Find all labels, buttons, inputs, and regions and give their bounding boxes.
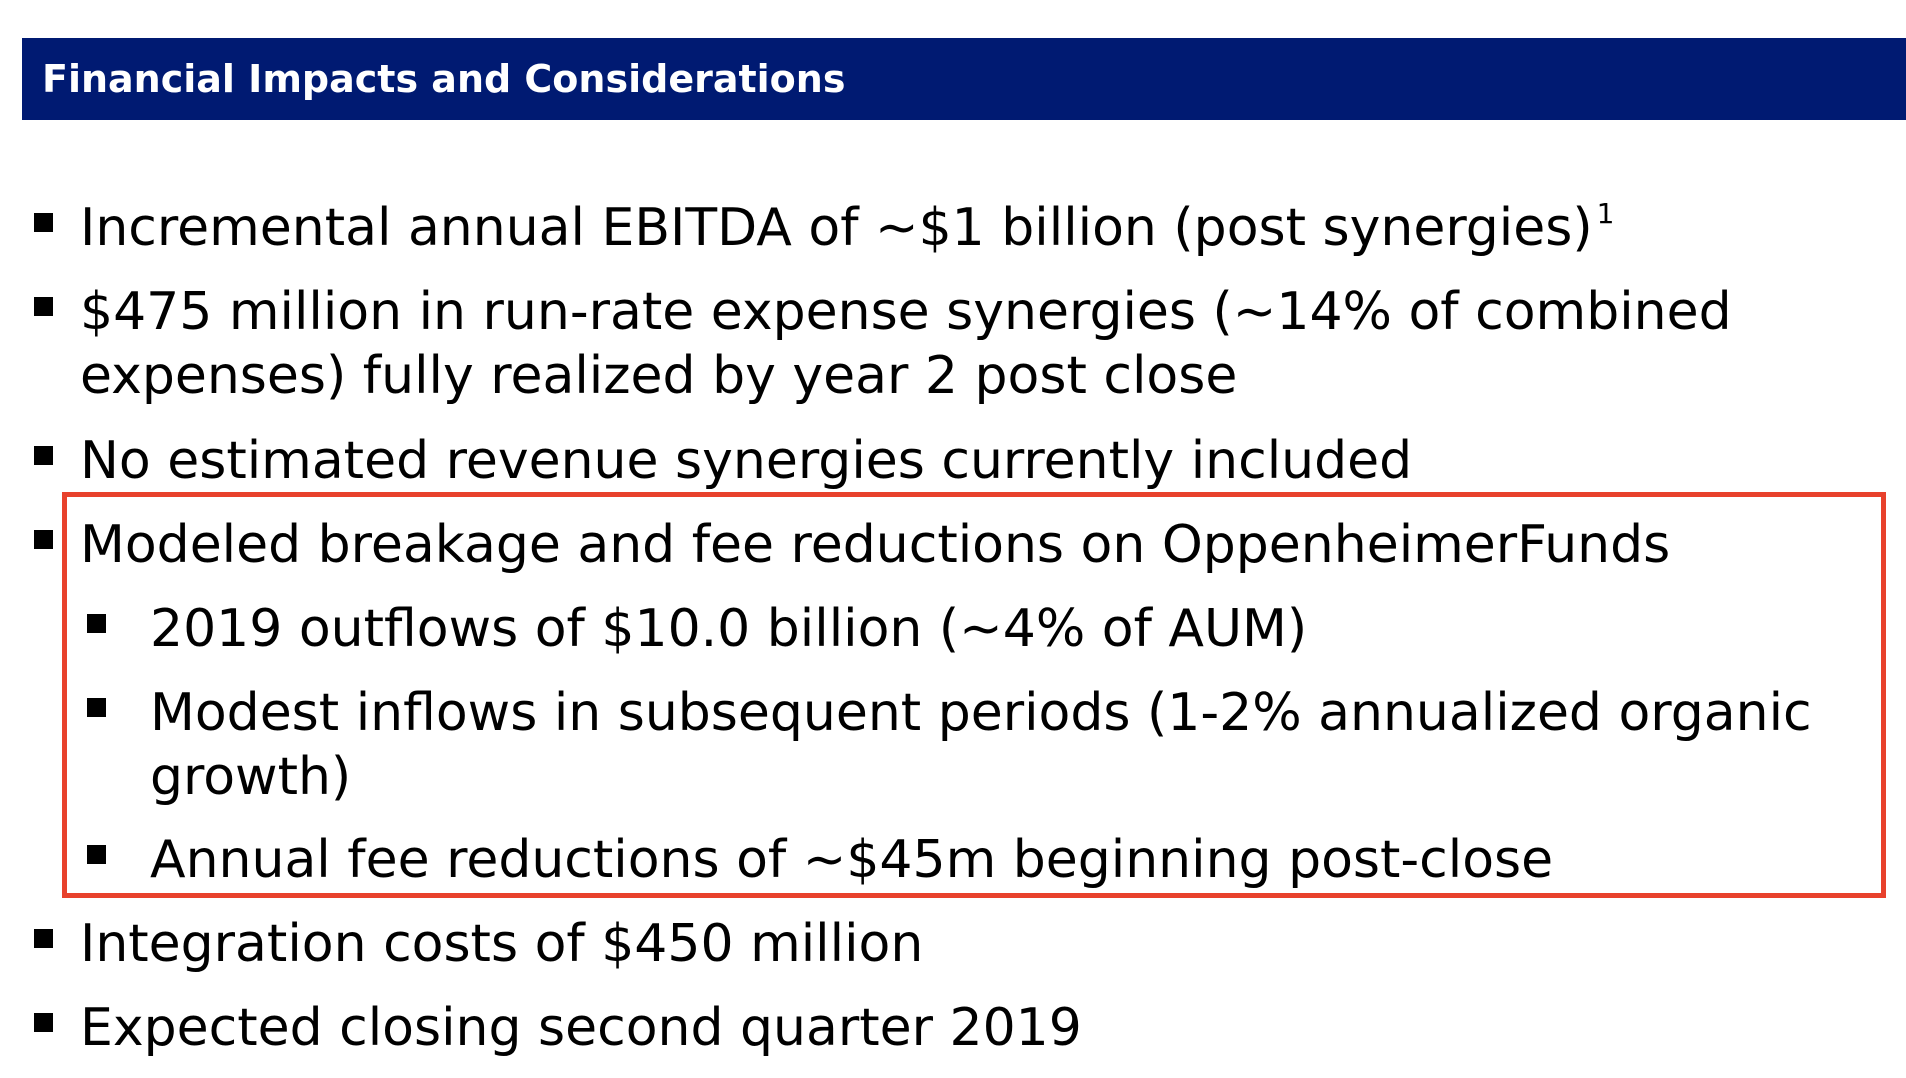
sub-bullet-outflows: 2019 outflows of $10.0 billion (~4% of AUM) xyxy=(150,599,1308,659)
bullet-revenue-synergies: No estimated revenue synergies currently included xyxy=(80,431,1413,491)
sub-bullet-marker xyxy=(87,845,106,864)
bullet-marker xyxy=(34,213,53,232)
sub-bullet-marker xyxy=(87,614,106,633)
bullet-synergies-line2: expenses) fully realized by year 2 post close xyxy=(80,346,1238,406)
section-header-bar xyxy=(22,38,1906,120)
sub-bullet-fee-reductions: Annual fee reductions of ~$45m beginning post-close xyxy=(150,830,1554,890)
bullet-marker xyxy=(34,929,53,948)
bullet-integration-costs: Integration costs of $450 million xyxy=(80,914,924,974)
sub-bullet-inflows-line1: Modest inflows in subsequent periods (1-2% annualized organic xyxy=(150,683,1812,743)
bullet-marker xyxy=(34,530,53,549)
bullet-ebitda xyxy=(80,196,1614,268)
bullet-expected-closing: Expected closing second quarter 2019 xyxy=(80,998,1082,1058)
bullet-modeled-breakage: Modeled breakage and fee reductions on OppenheimerFunds xyxy=(80,515,1671,575)
sub-bullet-marker xyxy=(87,698,106,717)
bullet-ebitda-text: Incremental annual EBITDA of ~$1 billion (post synergies) xyxy=(80,198,1593,258)
footnote-marker: 1 xyxy=(1596,197,1615,230)
bullet-marker xyxy=(34,297,53,316)
sub-bullet-inflows-line2: growth) xyxy=(150,747,352,807)
section-title: Financial Impacts and Considerations xyxy=(42,57,846,101)
bullet-synergies-line1: $475 million in run-rate expense synergies (~14% of combined xyxy=(80,282,1732,342)
bullet-marker xyxy=(34,1013,53,1032)
bullet-marker xyxy=(34,446,53,465)
